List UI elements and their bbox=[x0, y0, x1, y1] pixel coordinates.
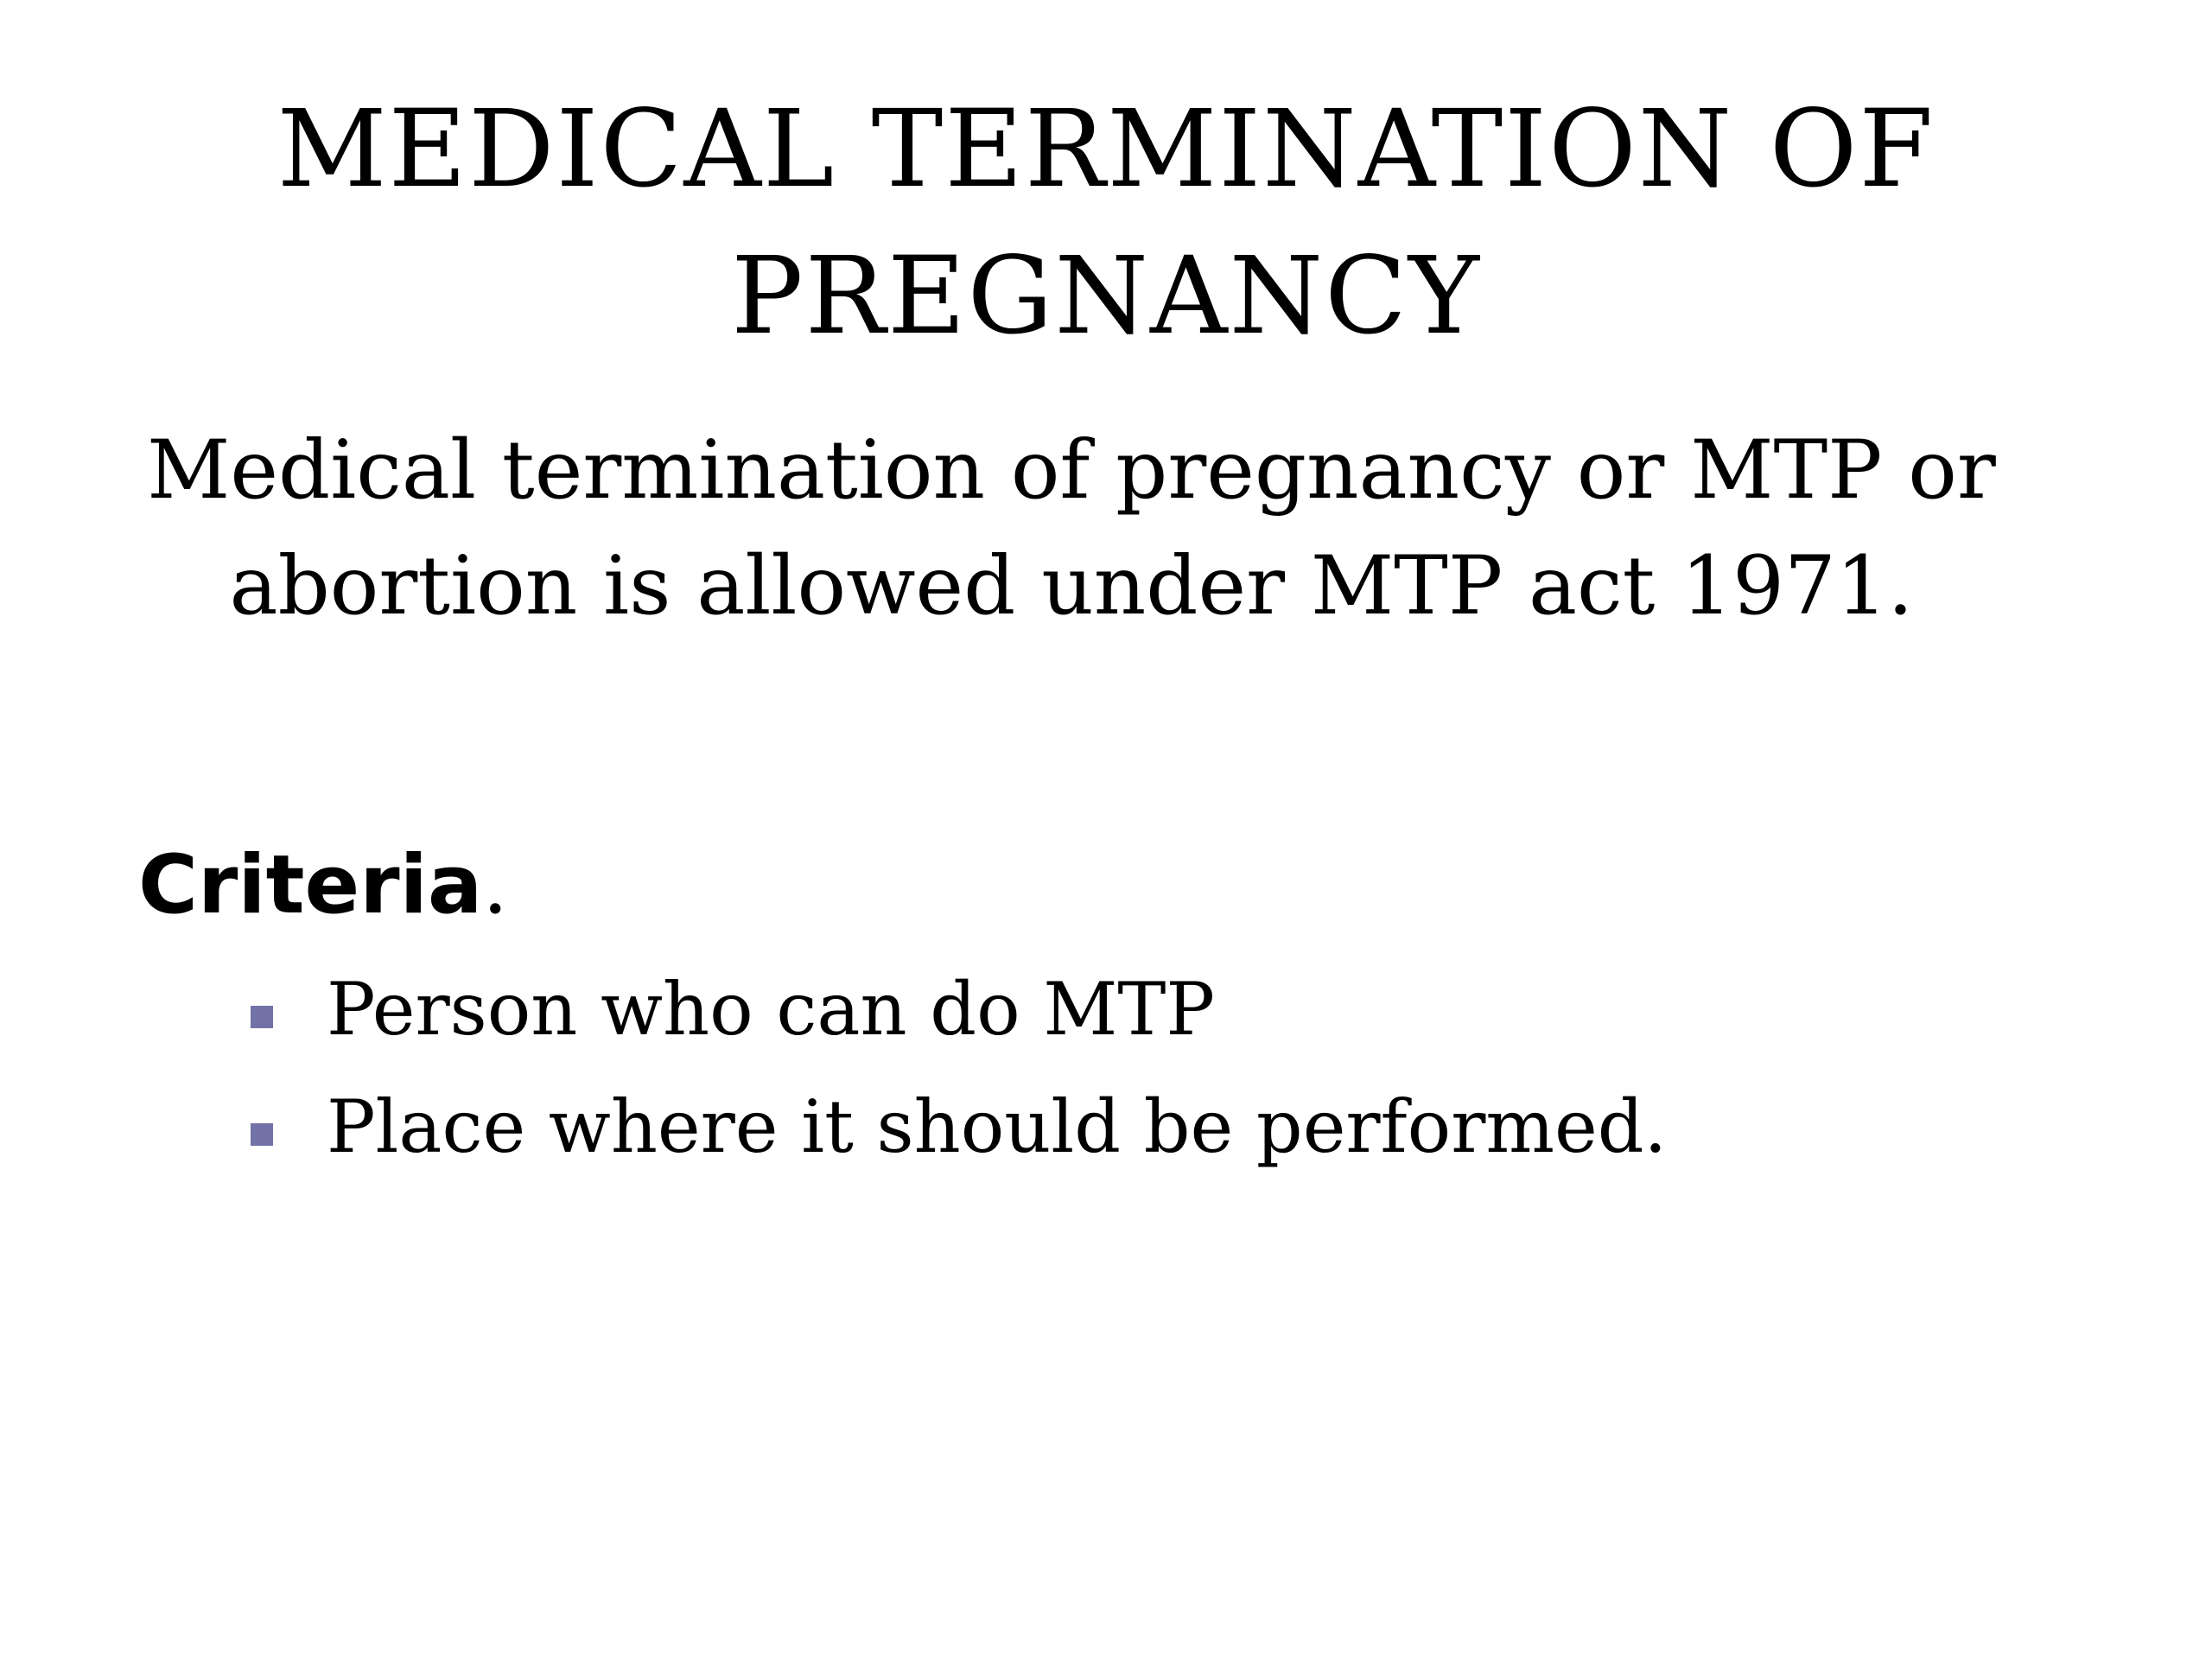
list-item bbox=[251, 950, 1667, 1068]
intro-line-1: Medical termination of pregnancy or MTP or bbox=[147, 423, 1996, 518]
list-item bbox=[251, 1068, 1667, 1185]
intro-paragraph bbox=[130, 413, 2013, 645]
title-line-1: MEDICAL TERMINATION OF bbox=[276, 87, 1936, 212]
criteria-heading bbox=[138, 830, 508, 942]
list-item-text: Person who can do MTP bbox=[327, 967, 1215, 1052]
square-bullet-icon bbox=[251, 1123, 273, 1146]
intro-line-2: abortion is allowed under MTP act 1971. bbox=[229, 539, 1914, 633]
list-item-text: Place where it should be performed. bbox=[327, 1084, 1668, 1169]
criteria-suffix: . bbox=[482, 838, 509, 932]
slide-title bbox=[0, 76, 2212, 370]
criteria-list bbox=[251, 950, 1667, 1185]
square-bullet-icon bbox=[251, 1006, 273, 1028]
criteria-label: Criteria bbox=[138, 838, 483, 932]
title-line-2: PREGNANCY bbox=[731, 234, 1481, 359]
